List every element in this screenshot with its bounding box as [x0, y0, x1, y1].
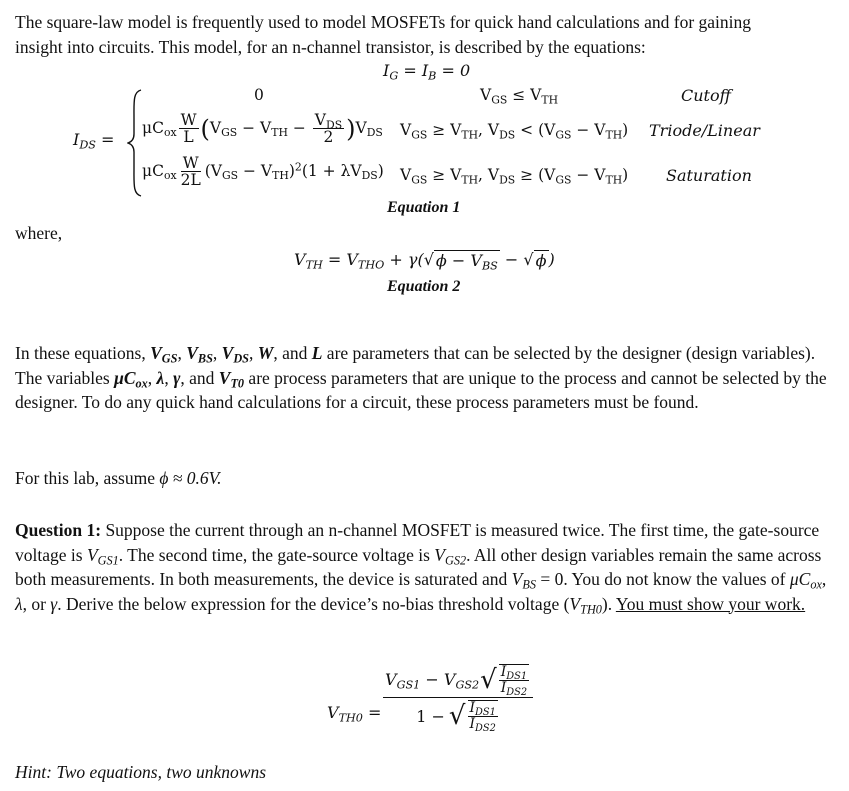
gate-bulk-current-equation: $I_G = I_B = 0$	[383, 61, 471, 83]
vth0-result-lhs: $V_{TH0}$ =	[327, 703, 382, 725]
region-saturation: Saturation	[666, 166, 752, 185]
case-triode-expr: $\mu C_{ox}$ $\frac{W}{L}$ ($V_{GS} - V_{TH}$ − $\frac{V_{DS}}{2}$ )$V_{DS}$	[142, 111, 383, 147]
vth0-result-fraction: $V_{GS1} - V_{GS2}$ √ $\frac{I_{DS1}}{I_{DS2}}$ 1 − √ $\frac{I_{DS1}}{I_{DS2}}$	[383, 664, 533, 732]
hint-text: Hint: Two equations, two unknowns	[15, 762, 267, 782]
ids-lhs: $I_{DS}$ =	[73, 130, 115, 152]
case-triode-condition: $V_{GS} \ge V_{TH}$, $V_{DS} < (V_{GS} - V_{TH})$	[400, 121, 629, 142]
threshold-voltage-equation: $V_{TH} = V_{THO} + \gamma$( √ $\phi - V_{BS}$ − √ ϕ )	[294, 250, 555, 273]
where-text: where,	[15, 223, 63, 243]
equation-2-label: Equation 2	[387, 278, 461, 295]
case-saturation-expr: $\mu C_{ox}$ $\frac{W}{2L}$ $(V_{GS} - V_{TH})^2(1 + \lambda V_{DS})$	[142, 154, 384, 190]
region-cutoff: Cutoff	[681, 86, 731, 105]
region-triode: Triode/Linear	[649, 121, 760, 140]
show-work-emphasis: You must show your work.	[615, 593, 806, 614]
question-1-paragraph: Question 1: Suppose the current through an n-channel MOSFET is measured twice. The first time, the gate-source voltage is $V_{GS1}$. The second time, the gate-source voltage is $V_{GS2}$. All other design variables remain the same across both measurements. In both measurements, the device is saturated and $V_{BS} = 0$. You do not know the values of $\mu C_{ox}$, λ, or γ. Derive the below expression for the device’s no-bias threshold voltage $(V_{TH0})$. You must show your work.	[15, 520, 827, 617]
equation-1-label: Equation 1	[387, 199, 461, 216]
case-saturation-condition: $V_{GS} \ge V_{TH}$, $V_{DS} \ge (V_{GS} - V_{TH})$	[400, 166, 629, 187]
intro-line-1: The square-law model is frequently used to model MOSFETs for quick hand calculations and for gaining	[15, 12, 752, 32]
case-cutoff-expr: 0	[254, 86, 264, 104]
parameters-paragraph: In these equations, $V_{GS}$, $V_{BS}$, $V_{DS}$, W, and L are parameters that can be selected by the designer (design variables). The variables $\mu C_{ox}$, λ, γ, and $V_{T0}$ are process parameters that are unique to the process and cannot be selected by the designer. To do any quick hand calculations for a circuit, these process parameters must be found.	[15, 343, 827, 412]
intro-line-2: insight into circuits. This model, for an n-channel transistor, is described by the equations:	[15, 37, 646, 57]
left-brace-icon	[127, 88, 143, 198]
case-cutoff-condition: $V_{GS} \le V_{TH}$	[480, 86, 559, 107]
assumption-text: For this lab, assume ϕ ≈ 0.6V.	[15, 468, 222, 488]
question-1-label: Question 1:	[15, 520, 102, 540]
